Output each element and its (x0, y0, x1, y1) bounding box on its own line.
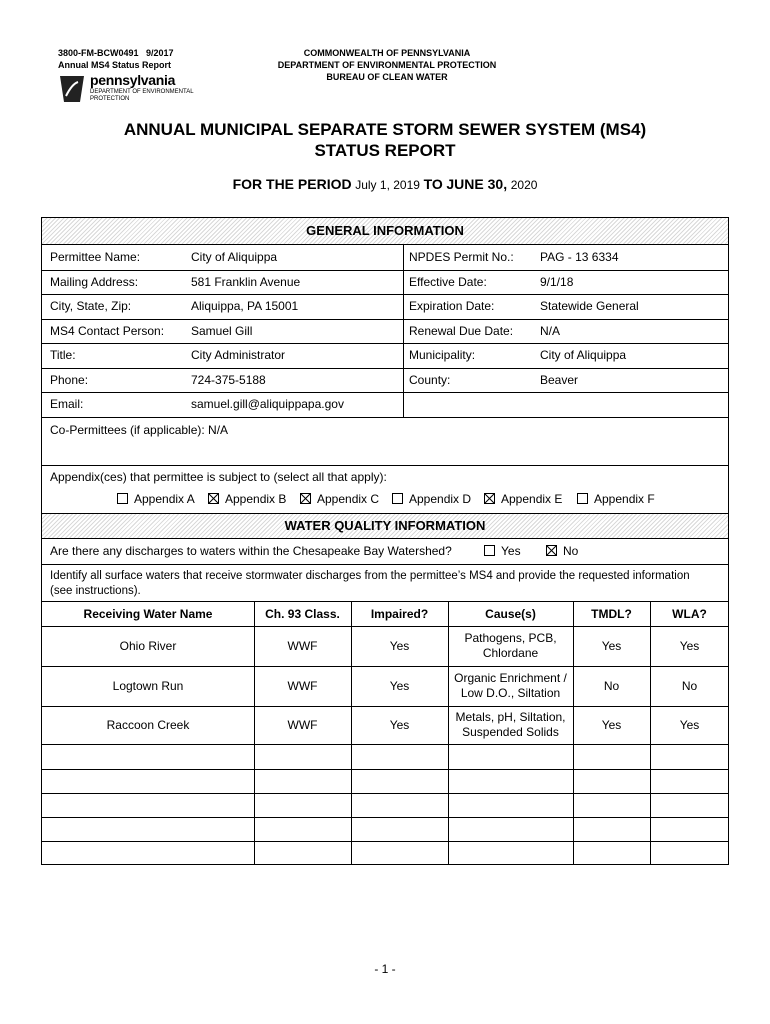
table-cell-text: Yes (389, 717, 410, 732)
gen-value[interactable]: 724-375-5188 (191, 372, 266, 387)
logo-subtitle (90, 89, 194, 103)
instructions-line2: (see instructions). (50, 585, 141, 597)
table-cell[interactable] (448, 744, 573, 769)
appendix-label: Appendix C (317, 491, 380, 506)
gen-label: Phone: (50, 372, 89, 387)
table-cell[interactable] (650, 744, 729, 769)
agency-line1: COMMONWEALTH OF PENNSYLVANIA (303, 48, 471, 58)
gen-value[interactable]: City of Aliquippa (191, 250, 278, 264)
gen-label: Expiration Date: (409, 299, 495, 313)
table-cell[interactable] (42, 769, 254, 793)
appendix-checkbox[interactable] (392, 493, 403, 504)
chesapeake-no-label: No (563, 544, 579, 558)
row-divider (42, 343, 728, 344)
appendix-option[interactable] (208, 492, 286, 506)
table-cell[interactable] (573, 769, 650, 793)
table-cell-text: Yes (601, 638, 622, 653)
table-col-divider (573, 601, 574, 865)
water-quality-section (41, 513, 729, 865)
table-cell-text: Logtown Run (112, 678, 184, 693)
table-header-cell: Impaired? (370, 607, 429, 621)
gen-label: Email: (50, 397, 84, 411)
table-cell-text: Raccoon Creek (106, 717, 190, 732)
period-end-year[interactable]: 2020 (510, 178, 538, 192)
instructions (50, 569, 690, 599)
table-cell-text: WWF (287, 678, 318, 693)
appendix-option[interactable] (392, 492, 471, 506)
title-line2: STATUS REPORT (314, 141, 456, 160)
table-cell-text: Yes (679, 717, 700, 732)
chesapeake-question: Are there any discharges to waters within the Chesapeake Bay Watershed? (50, 544, 452, 558)
row-divider (42, 294, 728, 295)
keystone-icon (58, 74, 86, 104)
gen-label: MS4 Contact Person: (50, 323, 165, 338)
form-number: 3800-FM-BCW0491 9/2017 (58, 48, 174, 58)
appendix-label: Appendix A (134, 491, 195, 506)
table-col-divider (351, 601, 352, 865)
table-cell-text: Organic Enrichment / Low D.O., Siltation (454, 671, 567, 700)
appendix-label: Appendix B (225, 491, 287, 506)
gen-value[interactable]: N/A (540, 323, 561, 338)
period-start[interactable]: July 1, 2019 (355, 178, 420, 192)
table-cell[interactable] (254, 666, 351, 706)
gen-value[interactable]: City of Aliquippa (540, 348, 627, 362)
gen-label: Renewal Due Date: (409, 323, 514, 338)
period-label: FOR THE PERIOD (232, 176, 352, 192)
appendix-label: Appendix F (594, 491, 655, 506)
table-cell[interactable] (573, 706, 650, 744)
table-cell[interactable] (448, 666, 573, 706)
row-divider (42, 368, 728, 369)
table-cell[interactable] (42, 744, 254, 769)
table-cell[interactable] (573, 626, 650, 666)
table-cell[interactable] (448, 706, 573, 744)
table-cell-text: WWF (287, 717, 318, 732)
table-cell[interactable] (448, 841, 573, 865)
row-divider (42, 417, 728, 418)
table-cell[interactable] (650, 817, 729, 841)
logo-sub-line1: DEPARTMENT OF ENVIRONMENTAL (90, 89, 194, 95)
gen-value[interactable]: samuel.gill@aliquippapa.gov (191, 397, 344, 411)
table-cell[interactable] (351, 841, 448, 865)
table-cell[interactable] (254, 793, 351, 817)
table-cell-text: Ohio River (119, 638, 177, 653)
table-cell-text: Yes (389, 638, 410, 653)
logo-wordmark: pennsylvania (90, 72, 176, 88)
row-divider (42, 270, 728, 271)
table-cell[interactable] (650, 706, 729, 744)
row-divider (42, 465, 728, 466)
gen-label: City, State, Zip: (50, 299, 132, 313)
table-cell[interactable] (42, 666, 254, 706)
table-col-divider (650, 601, 651, 865)
gen-value[interactable]: Statewide General (540, 299, 639, 313)
table-cell[interactable] (448, 817, 573, 841)
table-cell[interactable] (254, 626, 351, 666)
period-to: TO (423, 176, 443, 192)
table-header-cell: Receiving Water Name (83, 607, 213, 621)
gen-label: Permittee Name: (50, 250, 141, 264)
gen-value[interactable]: Samuel Gill (191, 323, 253, 338)
form-id (58, 47, 174, 71)
table-cell[interactable] (42, 841, 254, 865)
reporting-period (0, 176, 770, 192)
appendix-prompt: Appendix(ces) that permittee is subject to (select all that apply): (50, 469, 387, 484)
appendix-checkbox[interactable] (300, 493, 311, 504)
chesapeake-yes-label: Yes (501, 544, 521, 558)
appendix-label: Appendix E (501, 491, 563, 506)
table-cell-text: Pathogens, PCB, Chlordane (464, 631, 557, 660)
table-cell[interactable] (254, 817, 351, 841)
appendix-option[interactable] (577, 492, 655, 506)
table-cell[interactable] (448, 793, 573, 817)
table-cell[interactable] (448, 626, 573, 666)
table-header-cell: Cause(s) (485, 607, 536, 621)
water-quality-heading (42, 514, 728, 539)
table-header-cell: TMDL? (591, 607, 632, 621)
table-cell-text: Yes (601, 717, 622, 732)
appendix-checkbox[interactable] (117, 493, 128, 504)
form-name: Annual MS4 Status Report (58, 60, 172, 70)
appendix-option[interactable] (300, 492, 379, 506)
water-quality-heading-text: WATER QUALITY INFORMATION (284, 518, 486, 533)
logo-sub-line2: PROTECTION (90, 96, 130, 102)
page-number: - 1 - (374, 962, 396, 976)
table-cell[interactable] (254, 769, 351, 793)
appendix-checkbox[interactable] (208, 493, 219, 504)
table-cell[interactable] (650, 793, 729, 817)
gen-label: NPDES Permit No.: (409, 250, 514, 264)
table-cell[interactable] (254, 744, 351, 769)
table-cell[interactable] (351, 793, 448, 817)
col-divider (403, 245, 404, 417)
table-cell[interactable] (650, 769, 729, 793)
table-cell[interactable] (42, 817, 254, 841)
table-cell[interactable] (351, 626, 448, 666)
chesapeake-no[interactable] (546, 544, 578, 558)
gen-value[interactable]: 581 Franklin Avenue (191, 274, 301, 289)
gen-value[interactable]: City Administrator (191, 348, 286, 362)
table-cell[interactable] (351, 769, 448, 793)
table-header-cell: Ch. 93 Class. (265, 607, 340, 621)
table-col-divider (448, 601, 449, 865)
row-divider (42, 392, 728, 393)
agency-line3: BUREAU OF CLEAN WATER (326, 72, 448, 82)
table-cell[interactable] (351, 817, 448, 841)
agency-header (260, 47, 514, 83)
table-cell[interactable] (573, 666, 650, 706)
chesapeake-yes[interactable] (484, 544, 521, 558)
appendix-checkbox[interactable] (484, 493, 495, 504)
table-cell[interactable] (650, 626, 729, 666)
copermittees[interactable]: Co-Permittees (if applicable): N/A (50, 422, 229, 437)
gen-value[interactable]: PAG - 13 6334 (540, 250, 619, 264)
table-cell[interactable] (42, 793, 254, 817)
table-top (42, 601, 728, 602)
page-title (0, 119, 770, 161)
table-cell[interactable] (573, 744, 650, 769)
table-cell[interactable] (573, 793, 650, 817)
table-cell[interactable] (351, 706, 448, 744)
appendix-checkbox[interactable] (577, 493, 588, 504)
period-end: JUNE 30, (446, 176, 508, 192)
table-cell-text: No (603, 678, 620, 693)
agency-line2: DEPARTMENT OF ENVIRONMENTAL PROTECTION (277, 60, 497, 70)
gen-label: Title: (50, 348, 76, 362)
row-divider (42, 319, 728, 320)
general-info-section (41, 217, 729, 514)
general-info-heading (42, 218, 728, 245)
instructions-line1: Identify all surface waters that receive stormwater discharges from the permittee’s MS4 and provide the requested information (50, 570, 690, 582)
table-cell[interactable] (650, 666, 729, 706)
table-cell[interactable] (448, 769, 573, 793)
table-col-divider (254, 601, 255, 865)
table-cell[interactable] (42, 626, 254, 666)
table-cell-text: Yes (389, 678, 410, 693)
gen-label: County: (409, 372, 451, 387)
table-cell[interactable] (650, 841, 729, 865)
divider (42, 564, 728, 565)
table-cell-text: No (681, 678, 698, 693)
gen-label: Municipality: (409, 348, 476, 362)
table-cell-text: WWF (287, 638, 318, 653)
table-cell[interactable] (351, 666, 448, 706)
gen-value[interactable]: Beaver (540, 372, 579, 387)
pa-dep-logo (58, 72, 198, 106)
table-cell[interactable] (573, 841, 650, 865)
gen-label: Mailing Address: (50, 274, 139, 289)
table-header-cell: WLA? (672, 607, 707, 621)
table-cell[interactable] (42, 706, 254, 744)
chesapeake-yes-checkbox[interactable] (484, 545, 495, 556)
table-cell-text: Yes (679, 638, 700, 653)
table-cell-text: Metals, pH, Siltation, Suspended Solids (455, 710, 566, 739)
appendix-option[interactable] (484, 492, 562, 506)
general-info-heading-text: GENERAL INFORMATION (306, 223, 464, 238)
table-cell[interactable] (254, 706, 351, 744)
table-cell[interactable] (573, 817, 650, 841)
appendix-option[interactable] (117, 492, 195, 506)
table-cell[interactable] (351, 744, 448, 769)
gen-label: Effective Date: (409, 274, 487, 289)
appendix-label: Appendix D (409, 491, 472, 506)
gen-value[interactable]: Aliquippa, PA 15001 (191, 299, 299, 313)
chesapeake-no-checkbox[interactable] (546, 545, 557, 556)
gen-value[interactable]: 9/1/18 (540, 274, 574, 289)
title-line1: ANNUAL MUNICIPAL SEPARATE STORM SEWER SYSTEM (MS4) (123, 120, 647, 139)
table-cell[interactable] (254, 841, 351, 865)
